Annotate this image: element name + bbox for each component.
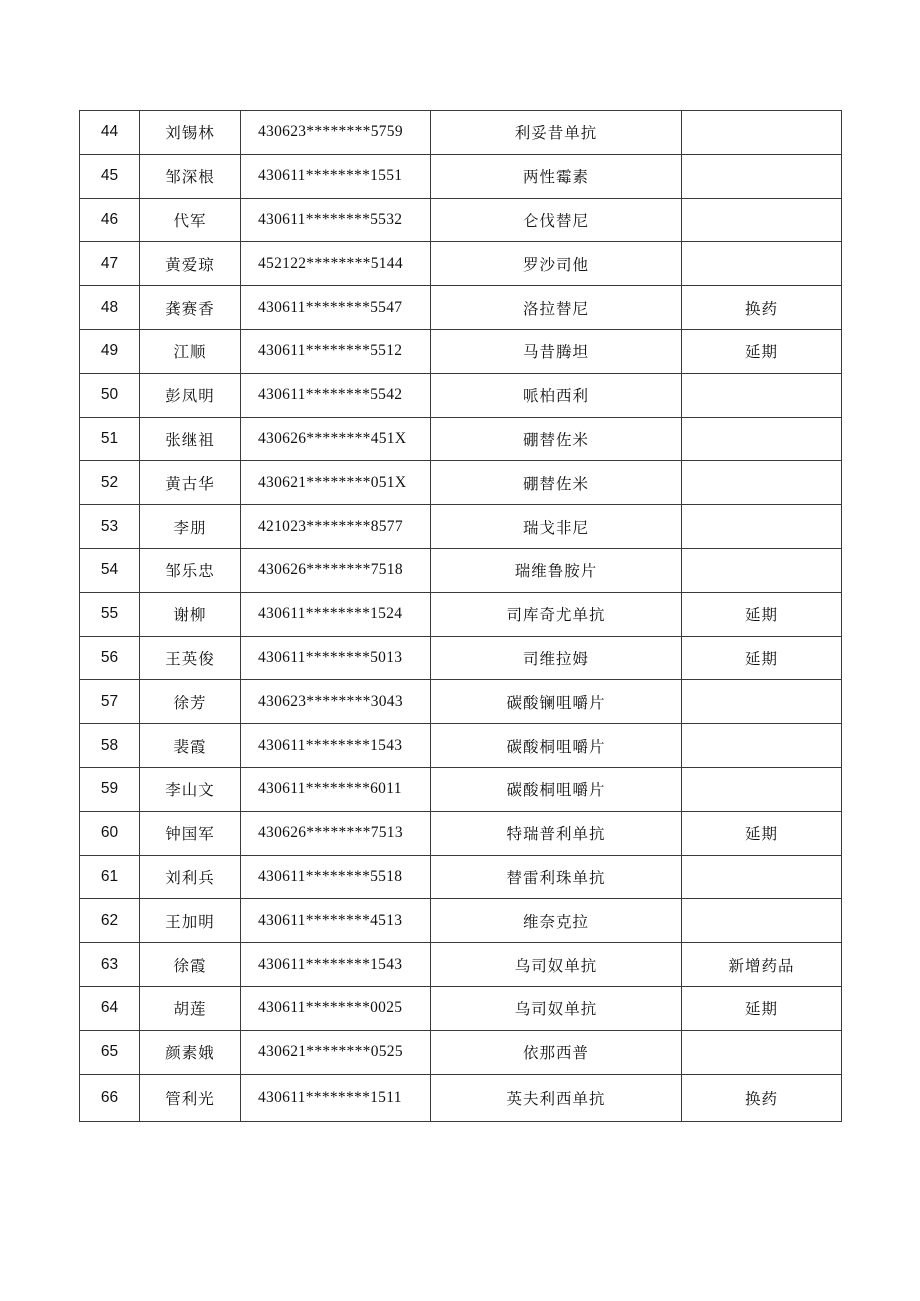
remark: 延期 (682, 986, 842, 1030)
row-number: 48 (80, 286, 140, 330)
patient-name: 彭凤明 (140, 373, 241, 417)
patient-name: 管利光 (140, 1074, 241, 1121)
id-number: 430611********5518 (241, 855, 431, 899)
patient-name: 邹深根 (140, 154, 241, 198)
table-row (80, 899, 842, 943)
drug-name: 司库奇尤单抗 (431, 592, 682, 636)
row-number: 44 (80, 111, 140, 155)
remark (682, 724, 842, 768)
table-row (80, 198, 842, 242)
remark (682, 505, 842, 549)
remark (682, 855, 842, 899)
row-number: 66 (80, 1074, 140, 1121)
id-number: 430626********7513 (241, 811, 431, 855)
row-number: 45 (80, 154, 140, 198)
row-number: 49 (80, 329, 140, 373)
row-number: 57 (80, 680, 140, 724)
patient-name: 黄古华 (140, 461, 241, 505)
table-row (80, 548, 842, 592)
remark: 延期 (682, 592, 842, 636)
row-number: 62 (80, 899, 140, 943)
drug-name: 乌司奴单抗 (431, 986, 682, 1030)
table-row (80, 242, 842, 286)
remark: 新增药品 (682, 943, 842, 987)
patient-name: 龚赛香 (140, 286, 241, 330)
patient-name: 胡莲 (140, 986, 241, 1030)
row-number: 51 (80, 417, 140, 461)
remark (682, 899, 842, 943)
table-row (80, 286, 842, 330)
table-row (80, 855, 842, 899)
row-number: 60 (80, 811, 140, 855)
remark (682, 154, 842, 198)
row-number: 61 (80, 855, 140, 899)
table-row (80, 1030, 842, 1074)
patient-name: 徐芳 (140, 680, 241, 724)
id-number: 430623********3043 (241, 680, 431, 724)
remark: 换药 (682, 286, 842, 330)
drug-name: 马昔腾坦 (431, 329, 682, 373)
table-row (80, 373, 842, 417)
id-number: 430626********7518 (241, 548, 431, 592)
row-number: 65 (80, 1030, 140, 1074)
drug-name: 瑞戈非尼 (431, 505, 682, 549)
id-number: 430611********5013 (241, 636, 431, 680)
drug-name: 碳酸镧咀嚼片 (431, 680, 682, 724)
drug-name: 乌司奴单抗 (431, 943, 682, 987)
patient-name: 邹乐忠 (140, 548, 241, 592)
row-number: 50 (80, 373, 140, 417)
drug-name: 碳酸桐咀嚼片 (431, 767, 682, 811)
remark (682, 548, 842, 592)
patient-name: 王英俊 (140, 636, 241, 680)
table-row (80, 767, 842, 811)
drug-name: 英夫利西单抗 (431, 1074, 682, 1121)
id-number: 430621********051X (241, 461, 431, 505)
drug-name: 硼替佐米 (431, 461, 682, 505)
id-number: 430611********0025 (241, 986, 431, 1030)
table-row (80, 680, 842, 724)
id-number: 430611********5547 (241, 286, 431, 330)
remark: 延期 (682, 811, 842, 855)
id-number: 430611********1543 (241, 943, 431, 987)
id-number: 430611********1551 (241, 154, 431, 198)
table-row (80, 592, 842, 636)
remark: 延期 (682, 636, 842, 680)
row-number: 47 (80, 242, 140, 286)
id-number: 430611********1543 (241, 724, 431, 768)
patient-name: 刘锡林 (140, 111, 241, 155)
table-row (80, 1074, 842, 1121)
drug-name: 仑伐替尼 (431, 198, 682, 242)
row-number: 53 (80, 505, 140, 549)
patient-drug-table (79, 110, 842, 1122)
patient-name: 徐霞 (140, 943, 241, 987)
row-number: 58 (80, 724, 140, 768)
patient-name: 李朋 (140, 505, 241, 549)
id-number: 430611********1511 (241, 1074, 431, 1121)
drug-name: 依那西普 (431, 1030, 682, 1074)
drug-name: 司维拉姆 (431, 636, 682, 680)
row-number: 64 (80, 986, 140, 1030)
table-row (80, 329, 842, 373)
remark (682, 461, 842, 505)
row-number: 63 (80, 943, 140, 987)
table-row (80, 154, 842, 198)
patient-name: 颜素娥 (140, 1030, 241, 1074)
table-row (80, 943, 842, 987)
row-number: 54 (80, 548, 140, 592)
id-number: 430611********4513 (241, 899, 431, 943)
id-number: 430626********451X (241, 417, 431, 461)
id-number: 430611********5542 (241, 373, 431, 417)
table-row (80, 811, 842, 855)
remark (682, 373, 842, 417)
drug-name: 替雷利珠单抗 (431, 855, 682, 899)
remark: 换药 (682, 1074, 842, 1121)
remark (682, 1030, 842, 1074)
row-number: 46 (80, 198, 140, 242)
table-row (80, 111, 842, 155)
patient-name: 黄爱琼 (140, 242, 241, 286)
table-row (80, 986, 842, 1030)
table-row (80, 636, 842, 680)
drug-name: 碳酸桐咀嚼片 (431, 724, 682, 768)
drug-name: 哌柏西利 (431, 373, 682, 417)
remark (682, 242, 842, 286)
id-number: 430611********1524 (241, 592, 431, 636)
drug-name: 洛拉替尼 (431, 286, 682, 330)
remark (682, 767, 842, 811)
drug-name: 瑞维鲁胺片 (431, 548, 682, 592)
id-number: 430611********6011 (241, 767, 431, 811)
patient-name: 李山文 (140, 767, 241, 811)
row-number: 56 (80, 636, 140, 680)
remark (682, 680, 842, 724)
row-number: 59 (80, 767, 140, 811)
drug-name: 两性霉素 (431, 154, 682, 198)
id-number: 430621********0525 (241, 1030, 431, 1074)
patient-name: 张继祖 (140, 417, 241, 461)
patient-name: 江顺 (140, 329, 241, 373)
row-number: 52 (80, 461, 140, 505)
id-number: 430611********5532 (241, 198, 431, 242)
drug-name: 利妥昔单抗 (431, 111, 682, 155)
remark (682, 417, 842, 461)
remark (682, 198, 842, 242)
patient-name: 代军 (140, 198, 241, 242)
id-number: 430611********5512 (241, 329, 431, 373)
table-row (80, 461, 842, 505)
table-row (80, 724, 842, 768)
id-number: 452122********5144 (241, 242, 431, 286)
drug-name: 特瑞普利单抗 (431, 811, 682, 855)
patient-name: 王加明 (140, 899, 241, 943)
id-number: 430623********5759 (241, 111, 431, 155)
drug-name: 硼替佐米 (431, 417, 682, 461)
remark: 延期 (682, 329, 842, 373)
patient-name: 裴霞 (140, 724, 241, 768)
id-number: 421023********8577 (241, 505, 431, 549)
drug-name: 罗沙司他 (431, 242, 682, 286)
patient-name: 钟国军 (140, 811, 241, 855)
table-row (80, 505, 842, 549)
table-row (80, 417, 842, 461)
remark (682, 111, 842, 155)
patient-name: 刘利兵 (140, 855, 241, 899)
patient-name: 谢柳 (140, 592, 241, 636)
row-number: 55 (80, 592, 140, 636)
drug-name: 维奈克拉 (431, 899, 682, 943)
